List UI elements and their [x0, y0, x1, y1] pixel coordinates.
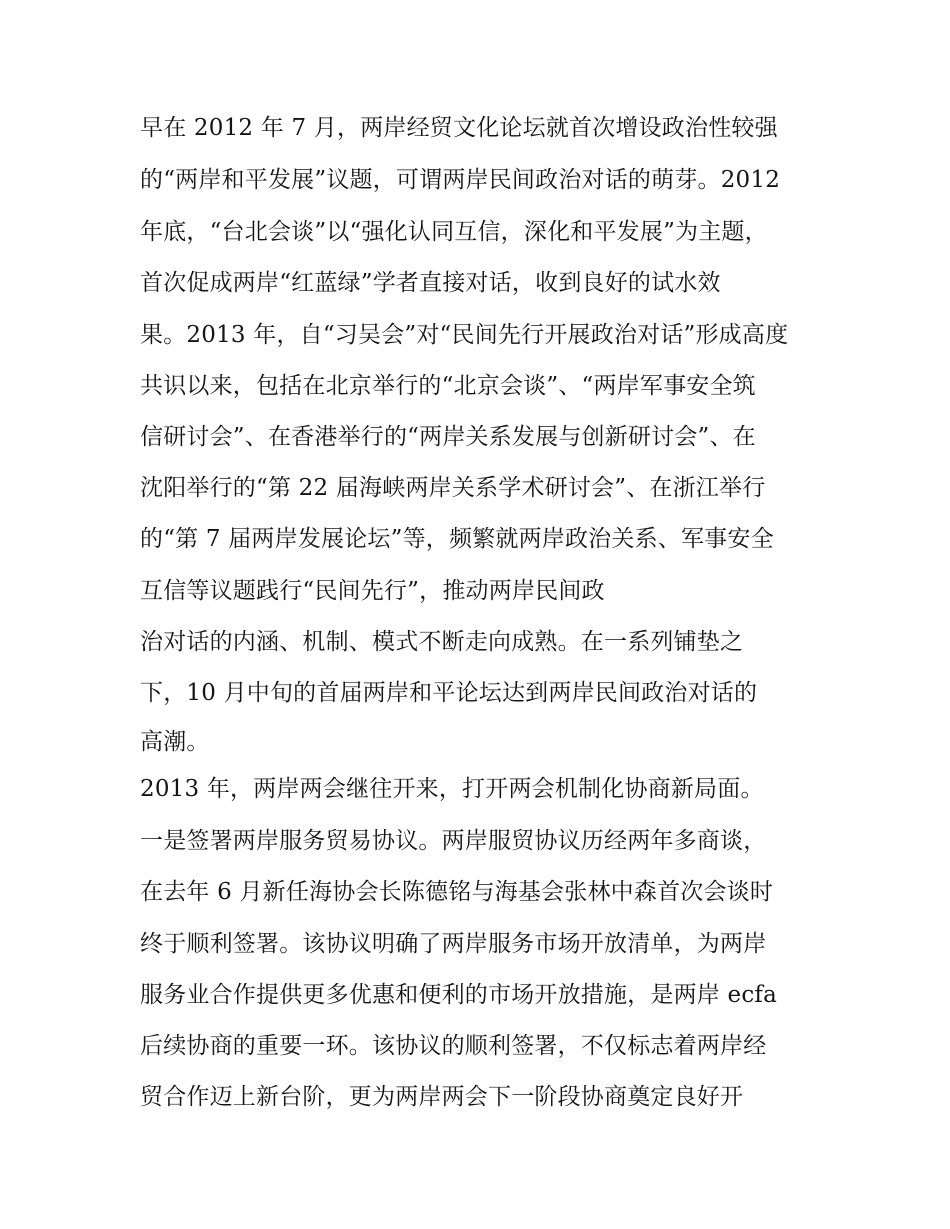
text-line: 高潮。 [140, 729, 210, 755]
text-line: 服务业合作提供更多优惠和便利的市场开放措施，是两岸 ecfa [140, 982, 778, 1008]
text-line: 终于顺利签署。该协议明确了两岸服务市场开放清单，为两岸 [140, 931, 767, 957]
text-line: 2013 年，两岸两会继往开来，打开两会机制化协商新局面。 [140, 776, 764, 802]
text-line: 一是签署两岸服务贸易协议。两岸服贸协议历经两年多商谈， [140, 828, 767, 854]
text-line: 下，10 月中旬的首届两岸和平论坛达到两岸民间政治对话的 [140, 680, 758, 706]
text-line: 在去年 6 月新任海协会长陈德铭与海基会张林中森首次会谈时 [140, 879, 774, 905]
text-line: 贸合作迈上新台阶，更为两岸两会下一阶段协商奠定良好开 [140, 1084, 744, 1110]
text-line: 共识以来，包括在北京举行的“北京会谈”、“两岸军事安全筑 [140, 373, 756, 399]
text-line: 的“第 7 届两岸发展论坛”等，频繁就两岸政治关系、军事安全 [140, 526, 774, 552]
text-line: 沈阳举行的“第 22 届海峡两岸关系学术研讨会”、在浙江举行 [140, 475, 766, 501]
text-line: 首次促成两岸“红蓝绿”学者直接对话，收到良好的试水效 [140, 270, 721, 296]
text-line: 的“两岸和平发展”议题，可谓两岸民间政治对话的萌芽。2012 [140, 167, 781, 193]
text-line: 年底，“台北会谈”以“强化认同互信，深化和平发展”为主题， [140, 219, 768, 245]
text-line: 治对话的内涵、机制、模式不断走向成熟。在一系列铺垫之 [140, 629, 744, 655]
text-line: 信研讨会”、在香港举行的“两岸关系发展与创新研讨会”、在 [140, 424, 756, 450]
text-line: 果。2013 年，自“习吴会”对“民间先行开展政治对话”形成高度 [140, 322, 789, 348]
text-line: 早在 2012 年 7 月，两岸经贸文化论坛就首次增设政治性较强 [140, 115, 778, 141]
text-line: 后续协商的重要一环。该协议的顺利签署，不仅标志着两岸经 [140, 1033, 767, 1059]
text-line: 互信等议题践行“民间先行”，推动两岸民间政 [140, 578, 605, 604]
